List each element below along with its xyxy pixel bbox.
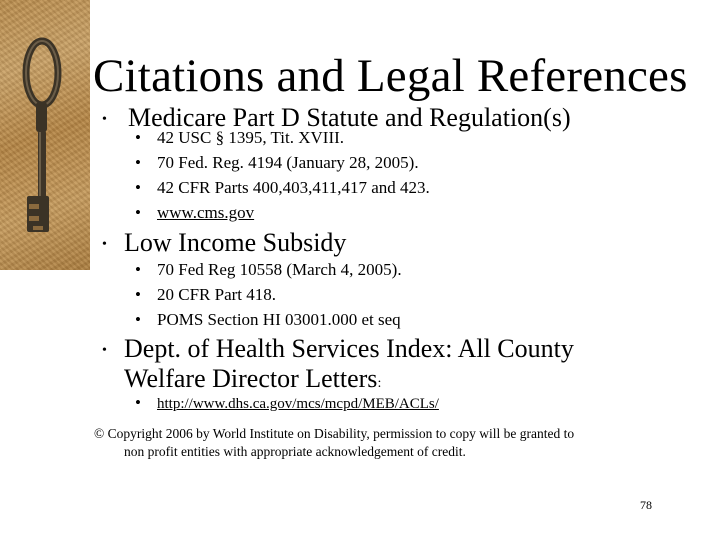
bullet-icon: • — [135, 178, 141, 197]
list-item — [135, 203, 255, 223]
list-item-text: POMS Section HI 03001.000 et seq — [157, 310, 401, 329]
section-low-income-heading — [102, 228, 347, 258]
list-item — [135, 128, 345, 148]
list-item-text: 42 USC § 1395, Tit. XVIII. — [157, 128, 345, 147]
list-item — [135, 393, 439, 414]
list-item-text: 42 CFR Parts 400,403,411,417 and 423. — [157, 178, 430, 197]
section-dhs-heading — [102, 334, 574, 399]
list-item-text: 20 CFR Part 418. — [157, 285, 277, 304]
key-photo — [0, 0, 90, 270]
copyright-line: non profit entities with appropriate acknowledgement of credit. — [124, 444, 466, 459]
bullet-icon: • — [135, 260, 141, 279]
dhs-acl-link[interactable]: http://www.dhs.ca.gov/mcs/mcpd/MEB/ACLs/ — [157, 396, 439, 412]
list-item — [135, 153, 419, 173]
slide-title: Citations and Legal References — [93, 50, 688, 102]
list-item — [135, 285, 277, 305]
bullet-icon: • — [102, 343, 107, 358]
heading-colon: : — [377, 376, 382, 391]
section-heading-text: Medicare Part D Statute and Regulation(s) — [128, 103, 571, 132]
bullet-icon: • — [135, 128, 141, 147]
bullet-icon: • — [135, 203, 141, 222]
list-item — [135, 310, 401, 330]
copyright-line: © Copyright 2006 by World Institute on Disability, permission to copy will be granted to — [94, 426, 575, 441]
list-item — [135, 260, 402, 280]
section-heading-text: Welfare Director Letters — [124, 364, 378, 393]
list-item-text: 70 Fed Reg 10558 (March 4, 2005). — [157, 260, 402, 279]
cms-link[interactable]: www.cms.gov — [157, 203, 255, 222]
copyright-notice — [94, 425, 684, 461]
bullet-icon: • — [102, 237, 107, 252]
bullet-icon: • — [135, 285, 141, 304]
bullet-icon: • — [135, 393, 141, 412]
bullet-icon: • — [102, 112, 107, 127]
list-item-text: 70 Fed. Reg. 4194 (January 28, 2005). — [157, 153, 419, 172]
bullet-icon: • — [135, 153, 141, 172]
old-key-image — [0, 0, 90, 270]
page-number: 78 — [640, 498, 652, 512]
section-heading-text: Low Income Subsidy — [124, 228, 347, 257]
list-item — [135, 178, 430, 198]
section-heading-text: Dept. of Health Services Index: All County — [124, 334, 574, 363]
bullet-icon: • — [135, 310, 141, 329]
